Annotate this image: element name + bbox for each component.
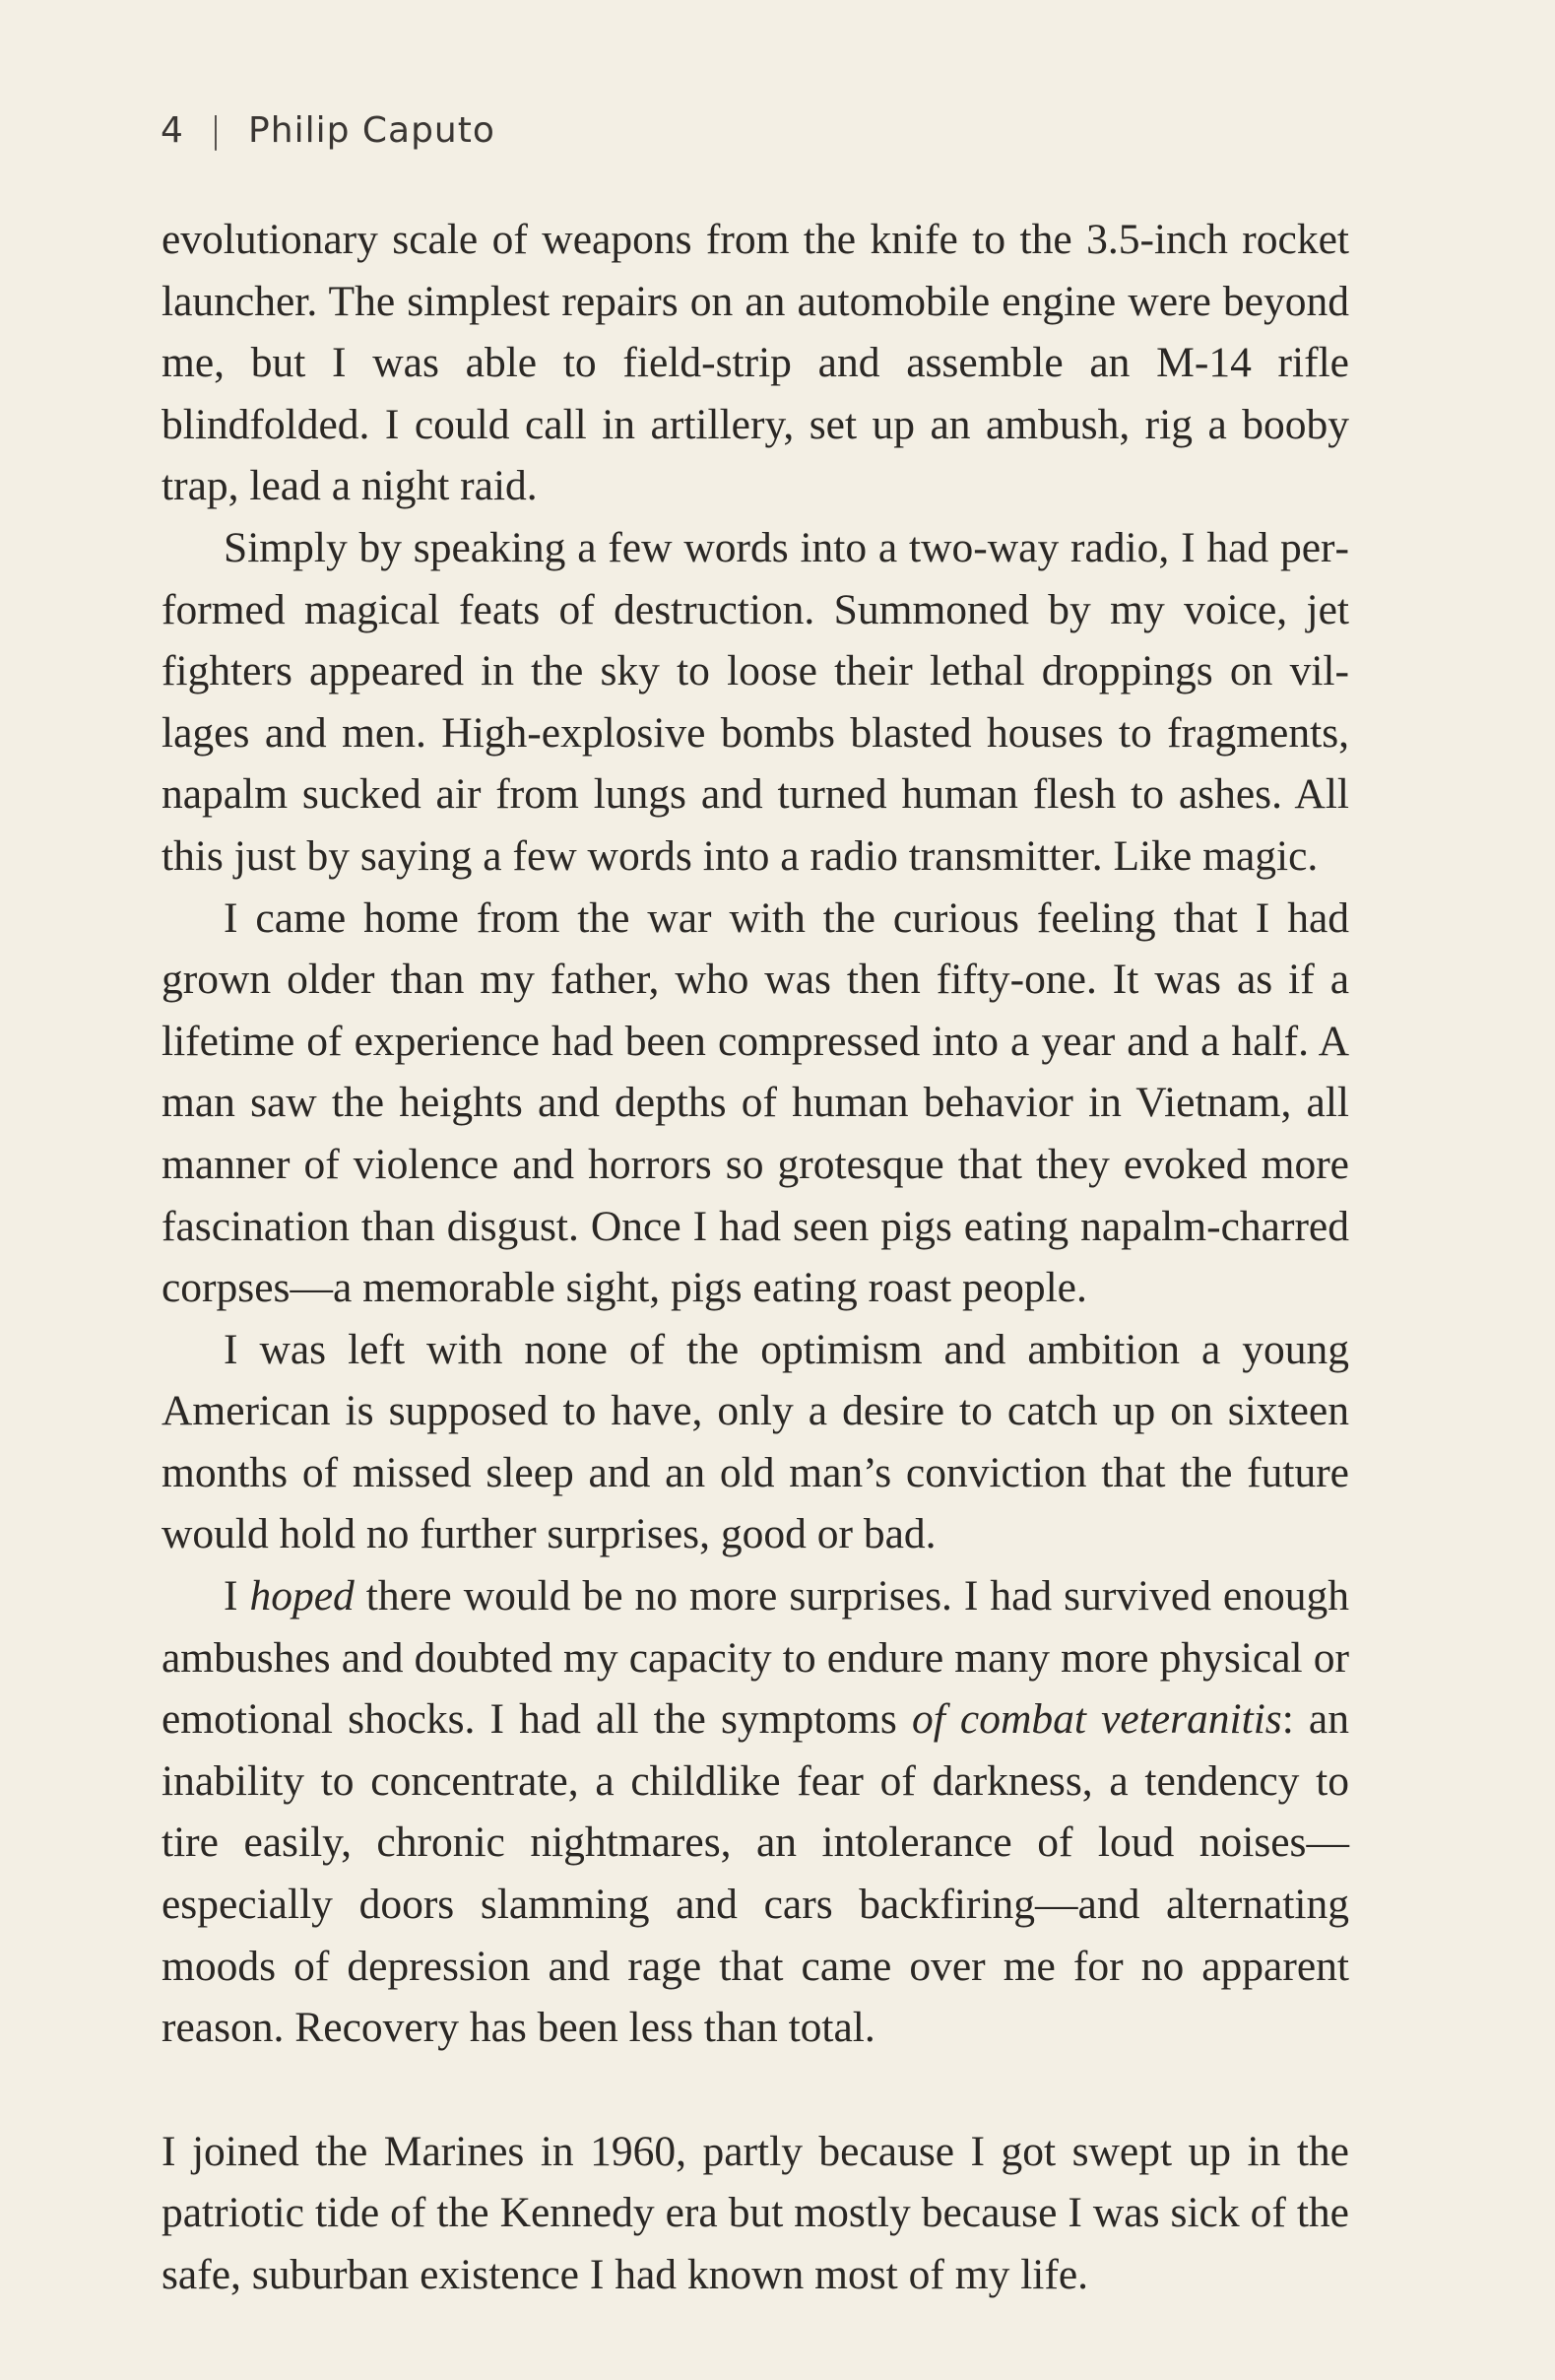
paragraph-6: I joined the Marines in 1960, partly because I got swept up in the patriotic tide of the Kennedy era but mostly because I was sick of the safe, suburban existence I had known most of my life. — [162, 2127, 1349, 2298]
paragraph-5-middle: there would be no more surprises. I had survived enough ambushes and doubted my capacity to endure many more physical or emotional shocks. I had all the symptoms — [162, 1572, 1349, 1744]
emphasis-combat-veteranitis: of combat veteranitis — [911, 1695, 1282, 1744]
paragraph-2: Simply by speaking a few words into a two-way radio, I had performed magical feats of destruction. Summoned by my voice, jet fighters appeared in the sky to loose their lethal droppings on villages and men. High-explosive bombs blasted houses to fragments, napalm sucked air from lungs and turned human flesh to ashes. All this just by saying a few words into a radio transmitter. Like magic. — [162, 523, 1349, 880]
page-number: 4 — [161, 110, 184, 151]
paragraph-5-end: : an inability to concentrate, a childlike fear of darkness, a tendency to tire easily, chronic nightmares, an intolerance of loud noises—especially doors slamming and cars backfiring—and alternating moods of depression and rage that came over me for no apparent reason. Recovery has been less than total. — [162, 1695, 1349, 2052]
paragraph-5-start: I — [224, 1572, 250, 1620]
author-name: Philip Caputo — [248, 110, 495, 151]
paragraph-5 — [162, 1565, 1349, 2059]
paragraph-1: evolutionary scale of weapons from the knife to the 3.5-inch rocket launcher. The simplest repairs on an automobile engine were beyond me, but I was able to field-strip and assemble an M-14 rifle blindfolded. I could call in artillery, set up an ambush, rig a booby trap, lead a night raid. — [162, 216, 1349, 510]
header-separator: | — [209, 110, 224, 151]
emphasis-hoped: hoped — [249, 1572, 355, 1620]
running-header — [161, 110, 495, 151]
paragraph-3: I came home from the war with the curious feeling that I had grown older than my father, who was then fifty-one. It was as if a lifetime of experience had been compressed into a year and a half. A man saw the heights and depths of human behavior in Vietnam, all manner of violence and horrors so grotesque that they evoked more fascination than disgust. Once I had seen pigs eating napalm-charred corpses—a memorable sight, pigs eating roast people. — [162, 893, 1349, 1312]
paragraph-4: I was left with none of the optimism and ambition a young American is supposed to have, only a desire to catch up on sixteen months of missed sleep and an old man’s conviction that the future would hold no further surprises, good or bad. — [162, 1325, 1349, 1558]
body-text — [162, 209, 1349, 2306]
